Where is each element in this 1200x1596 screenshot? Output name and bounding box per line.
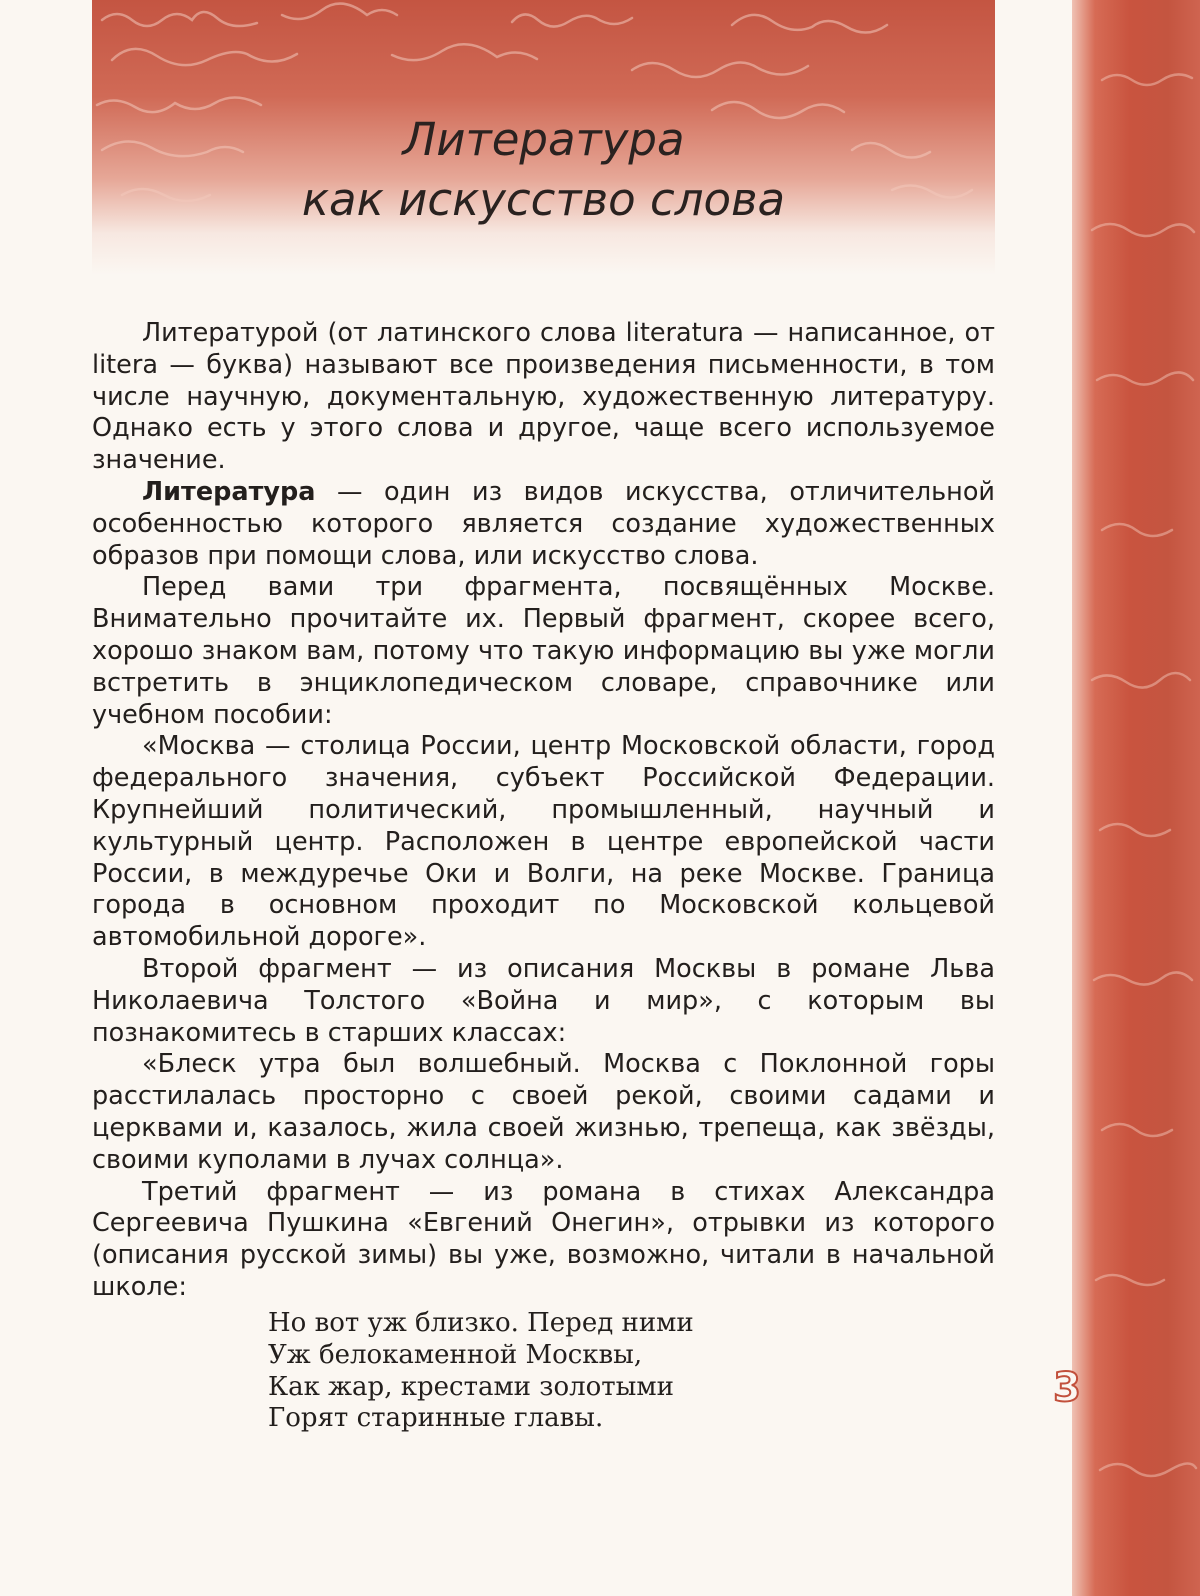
term-literatura: Литература — [142, 476, 316, 507]
paragraph — [92, 954, 995, 1049]
poem-line: Как жар, крестами золотыми — [268, 1371, 674, 1402]
paragraph-text: «Москва — столица России, центр Московской области, город федерального значения, субъект Российской Федерации. Крупнейший политический, промышленный, научный и культурный центр. Расположен в центре европейской части России, в междуречье Оки и Волги, на реке Москве. Граница города в основном проходит по Московской кольцевой автомобильной дороге». — [92, 731, 995, 953]
quote-paragraph — [92, 731, 995, 954]
poem-line: Горят старинные главы. — [268, 1403, 604, 1434]
poem-line: Но вот уж близко. Перед ними — [268, 1308, 694, 1338]
quote-paragraph — [92, 1049, 995, 1176]
paragraph-text: — один из видов искусства, отличительной особенностью которого является создание художественных образов при помощи слова, или искусство слова. — [92, 476, 995, 571]
side-decorative-strip — [1072, 0, 1200, 1596]
paragraph — [92, 1177, 995, 1304]
side-handwriting-decoration — [1072, 0, 1200, 1596]
paragraph-text: Третий фрагмент — из романа в стихах Александра Сергеевича Пушкина «Евгений Онегин», отрывки из которого (описания русской зимы) вы уже, возможно, читали в начальной школе: — [92, 1176, 995, 1302]
chapter-title-line1: Литература — [402, 113, 685, 166]
paragraph — [92, 477, 995, 572]
chapter-title-line2: как искусство слова — [301, 173, 786, 226]
paragraph-text: Второй фрагмент — из описания Москвы в романе Льва Николаевича Толстого «Война и мир», с которым вы познакомитесь в старших классах: — [92, 953, 995, 1048]
paragraph — [92, 572, 995, 731]
paragraph-text: Перед вами три фрагмента, посвящённых Москве. Внимательно прочитайте их. Первый фрагмент, скорее всего, хорошо знаком вам, потому что такую информацию вы уже могли встретить в энциклопедическом словаре, справочнике или учебном пособии: — [92, 572, 995, 730]
body-text — [92, 318, 995, 1304]
paragraph-text: «Блеск утра был волшебный. Москва с Поклонной горы расстилалась просторно с своей рекой, своими садами и церквами и, казалось, жила своей жизнью, трепеща, как звёзды, своими куполами в лучах солнца». — [92, 1049, 995, 1175]
page-number: 3 — [1053, 1365, 1081, 1411]
paragraph-text: Литературой (от латинского слова literatura — написанное, от litera — буква) называют все произведения письменности, в том числе научную, документальную, художественную литературу. Однако есть у этого слова и другое, чаще всего используемое значение. — [92, 318, 995, 476]
poem-excerpt — [268, 1308, 694, 1435]
chapter-title — [92, 110, 995, 230]
poem-line: Уж белокаменной Москвы, — [268, 1339, 643, 1370]
paragraph — [92, 318, 995, 477]
